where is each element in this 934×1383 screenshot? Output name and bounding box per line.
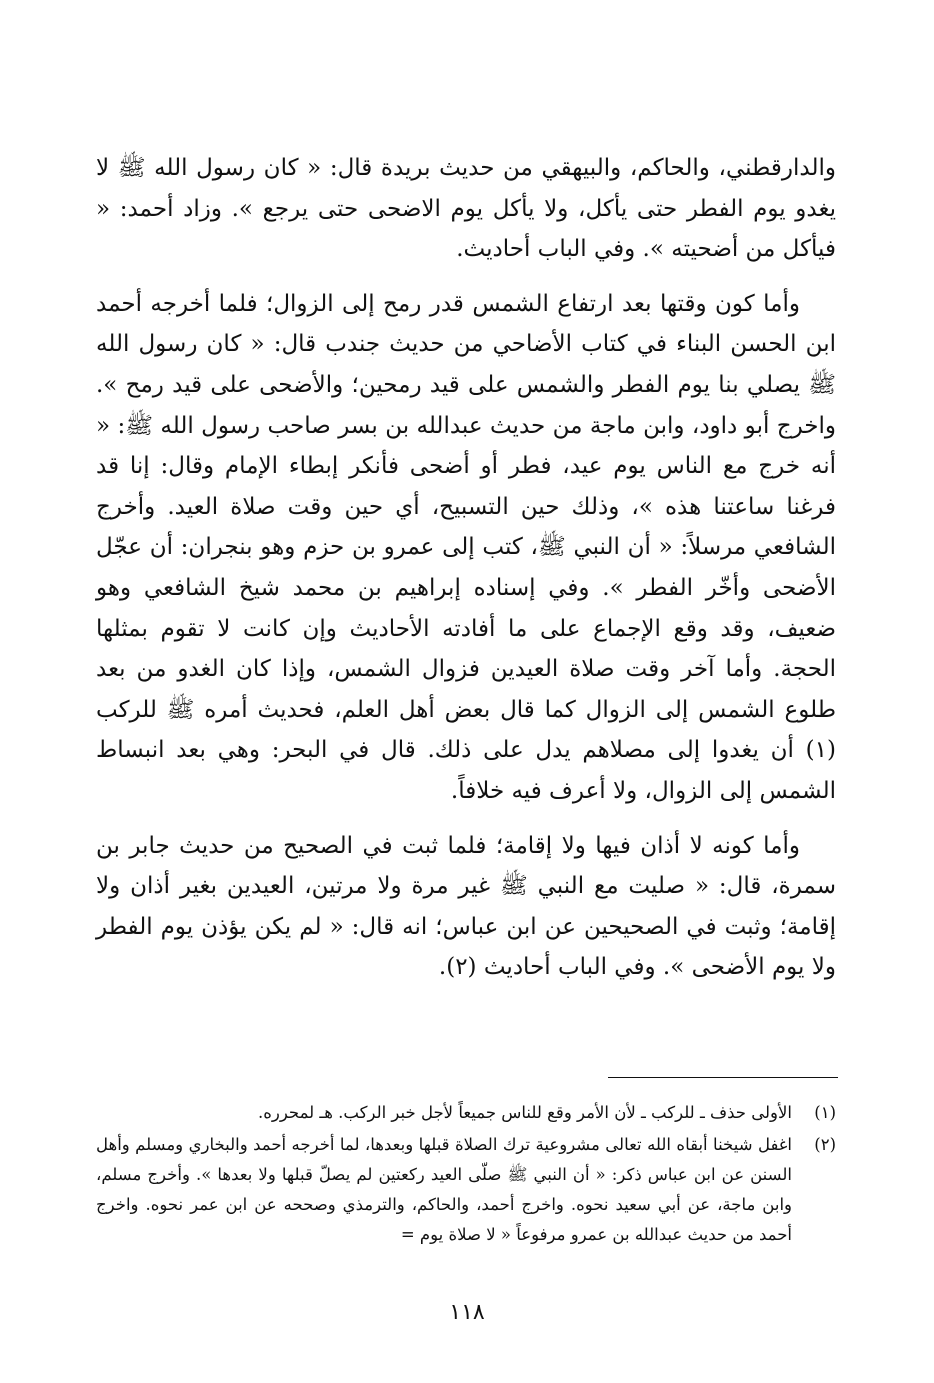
paragraph-3-text: وأما كونه لا أذان فيها ولا إقامة؛ فلما ثبت في الصحيح من حديث جابر بن سمرة، قال: « صليت مع النبي ﷺ غير مرة ولا مرتين، العيدين بغير أذان ولا إقامة؛ وثبت في الصحيحين عن ابن عباس؛ انه قال: « لم يكن يؤذن يوم الفطر ولا يوم الأضحى ». وفي الباب أحاديث (٢). <box>96 832 836 981</box>
main-text <box>96 148 836 1002</box>
page-number: ١١٨ <box>449 1300 485 1325</box>
paragraph-2-text: وأما كون وقتها بعد ارتفاع الشمس قدر رمح إلى الزوال؛ فلما أخرجه أحمد ابن الحسن البناء في كتاب الأضاحي من حديث جندب قال: « كان رسول الله ﷺ يصلي بنا يوم الفطر والشمس على قيد رمحين؛ والأضحى على قيد رمح ». واخرج أبو داود، وابن ماجة من حديث عبدالله بن بسر صاحب رسول الله ﷺ: « أنه خرج مع الناس يوم عيد، فطر أو أضحى فأنكر إبطاء الإمام وقال: إنا قد فرغنا ساعتنا هذه »، وذلك حين التسبيح، أي حين وقت صلاة العيد. وأخرج الشافعي مرسلاً: « أن النبي ﷺ، كتب إلى عمرو بن حزم وهو بنجران: أن عجّل الأضحى وأخّر الفطر ». وفي إسناده إبراهيم بن محمد شيخ الشافعي وهو ضعيف، وقد وقع الإجماع على ما أفادته الأحاديث وإن كانت لا تقوم بمثلها الحجة. وأما آخر وقت صلاة العيدين فزوال الشمس، وإذا كان الغدو من بعد طلوع الشمس إلى الزوال كما قال بعض أهل العلم، فحديث أمره ﷺ للركب (١) أن يغدوا إلى مصلاهم يدل على ذلك. قال في البحر: وهي بعد انبساط الشمس إلى الزوال، ولا أعرف فيه خلافاً. <box>96 290 836 804</box>
paragraph-2 <box>96 284 836 812</box>
footnote-2-number: (٢) <box>814 1135 836 1154</box>
footnote-1 <box>96 1098 836 1128</box>
footnote-2-text: اغفل شيخنا أبقاه الله تعالى مشروعية ترك الصلاة قبلها وبعدها، لما أخرجه أحمد والبخاري ومسلم وأهل السنن عن ابن عباس ذكر: « أن النبي ﷺ صلّى العيد ركعتين لم يصلّ قبلها ولا بعدها ». وأخرج مسلم، وابن ماجة، عن أبي سعيد نحوه. واخرج أحمد، والحاكم، والترمذي وصححه عن ابن عمر نحوه. واخرج أحمد من حديث عبدالله بن عمرو مرفوعاً « لا صلاة يوم = <box>96 1135 792 1244</box>
paragraph-3 <box>96 826 836 988</box>
footnote-divider <box>608 1077 838 1078</box>
footnotes <box>96 1098 836 1252</box>
paragraph-1-text: والدارقطني، والحاكم، والبيهقي من حديث بريدة قال: « كان رسول الله ﷺ لا يغدو يوم الفطر حتى يأكل، ولا يأكل يوم الاضحى حتى يرجع ». وزاد أحمد: « فيأكل من أضحيته ». وفي الباب أحاديث. <box>96 155 836 263</box>
paragraph-1 <box>96 148 836 270</box>
footnote-1-text: الأولى حذف ـ للركب ـ لأن الأمر وقع للناس جميعاً لأجل خبر الركب. هـ لمحرره. <box>257 1103 792 1122</box>
footnote-1-number: (١) <box>814 1103 836 1122</box>
footnote-2 <box>96 1130 836 1250</box>
